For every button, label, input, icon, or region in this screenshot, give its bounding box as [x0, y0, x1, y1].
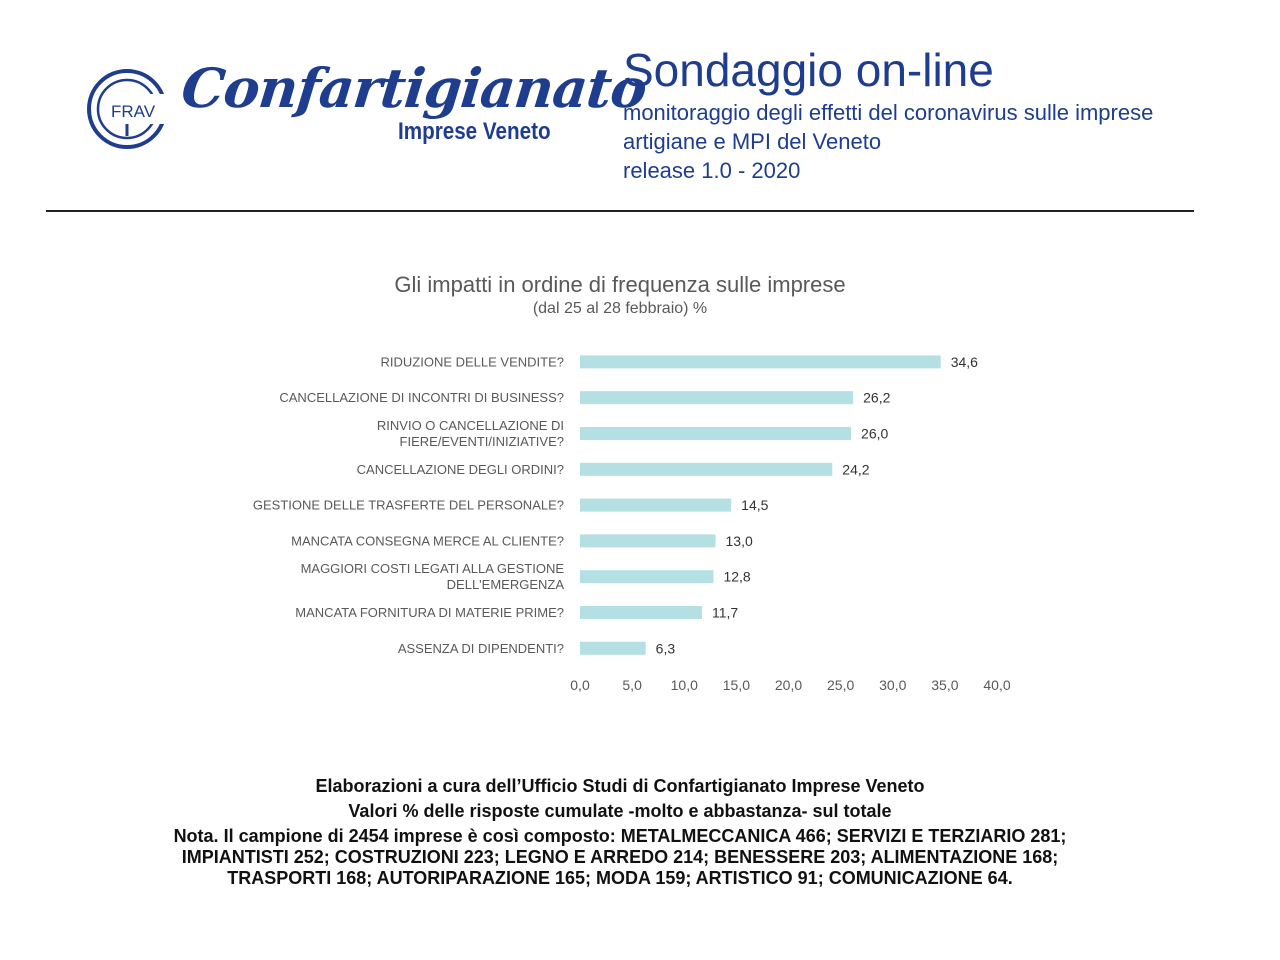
sample-note — [40, 826, 1200, 889]
bar — [580, 391, 853, 404]
sample-note-line: IMPIANTISTI 252; COSTRUZIONI 223; LEGNO E ARREDO 214; BENESSERE 203; ALIMENTAZIONE 168; — [181, 847, 1059, 867]
data-label: 6,3 — [655, 640, 676, 657]
logo-subtitle: Imprese Veneto — [398, 118, 551, 145]
category-label: RIDUZIONE DELLE VENDITE? — [380, 354, 564, 370]
data-label: 34,6 — [950, 353, 978, 370]
category-label: ASSENZA DI DIPENDENTI? — [397, 640, 564, 656]
sample-note-line: TRASPORTI 168; AUTORIPARAZIONE 165; MODA 159; ARTISTICO 91; COMUNICAZIONE 64. — [227, 868, 1013, 888]
emblem-text: FRAV — [110, 102, 156, 121]
category-label: CANCELLAZIONE DI INCONTRI DI BUSINESS? — [279, 390, 564, 406]
x-tick-label: 20,0 — [774, 677, 803, 693]
x-tick-label: 25,0 — [827, 677, 855, 693]
bar — [580, 463, 832, 476]
x-tick-label: 30,0 — [879, 677, 907, 693]
data-label: 13,0 — [725, 532, 753, 549]
chart-subtitle: (dal 25 al 28 febbraio) % — [532, 300, 708, 317]
chart-title: Gli impatti in ordine di frequenza sulle imprese — [394, 272, 846, 297]
category-label: MANCATA FORNITURA DI MATERIE PRIME? — [295, 605, 564, 620]
sample-note-line: Nota. Il campione di 2454 imprese è così composto: METALMECCANICA 466; SERVIZI E TERZIARIO 281; — [173, 826, 1067, 846]
category-label: CANCELLAZIONE DEGLI ORDINI? — [356, 461, 564, 477]
bar — [580, 499, 731, 512]
category-label: MAGGIORI COSTI LEGATI ALLA GESTIONE DELL'EMERGENZA — [300, 561, 564, 593]
bar — [580, 355, 941, 368]
report-subtitle-line: artigiane e MPI del Veneto — [623, 129, 882, 154]
footer-credit: Elaborazioni a cura dell’Ufficio Studi di Confartigianato Imprese Veneto — [315, 776, 925, 796]
x-tick-label: 0,0 — [570, 677, 590, 693]
x-tick-label: 5,0 — [622, 677, 642, 693]
bar — [580, 570, 713, 583]
category-label: RINVIO O CANCELLAZIONE DI FIERE/EVENTI/INIZIATIVE? — [376, 418, 564, 449]
x-tick-label: 10,0 — [670, 677, 698, 693]
data-label: 26,2 — [863, 389, 891, 406]
x-tick-label: 35,0 — [931, 677, 959, 693]
report-subtitle-line: monitoraggio degli effetti del coronavirus sulle imprese — [623, 100, 1154, 125]
logo-wordmark: Confartigianato — [178, 56, 650, 120]
category-label: GESTIONE DELLE TRASFERTE DEL PERSONALE? — [252, 497, 564, 513]
footer-values-note: Valori % delle risposte cumulate -molto e abbastanza- sul totale — [348, 801, 892, 821]
bar — [580, 427, 851, 440]
x-tick-label: 15,0 — [722, 677, 750, 693]
report-title: Sondaggio on-line — [623, 44, 994, 96]
report-release: release 1.0 - 2020 — [623, 158, 801, 183]
data-label: 12,8 — [723, 568, 751, 585]
footer-notes — [40, 774, 1200, 889]
data-label: 11,7 — [711, 604, 739, 621]
data-label: 26,0 — [861, 425, 889, 442]
bar — [580, 606, 702, 619]
category-label: MANCATA CONSEGNA MERCE AL CLIENTE? — [291, 533, 564, 549]
data-label: 24,2 — [842, 461, 870, 478]
bar — [580, 534, 716, 547]
bar — [580, 642, 646, 655]
data-label: 14,5 — [741, 497, 769, 514]
x-tick-label: 40,0 — [983, 677, 1011, 693]
